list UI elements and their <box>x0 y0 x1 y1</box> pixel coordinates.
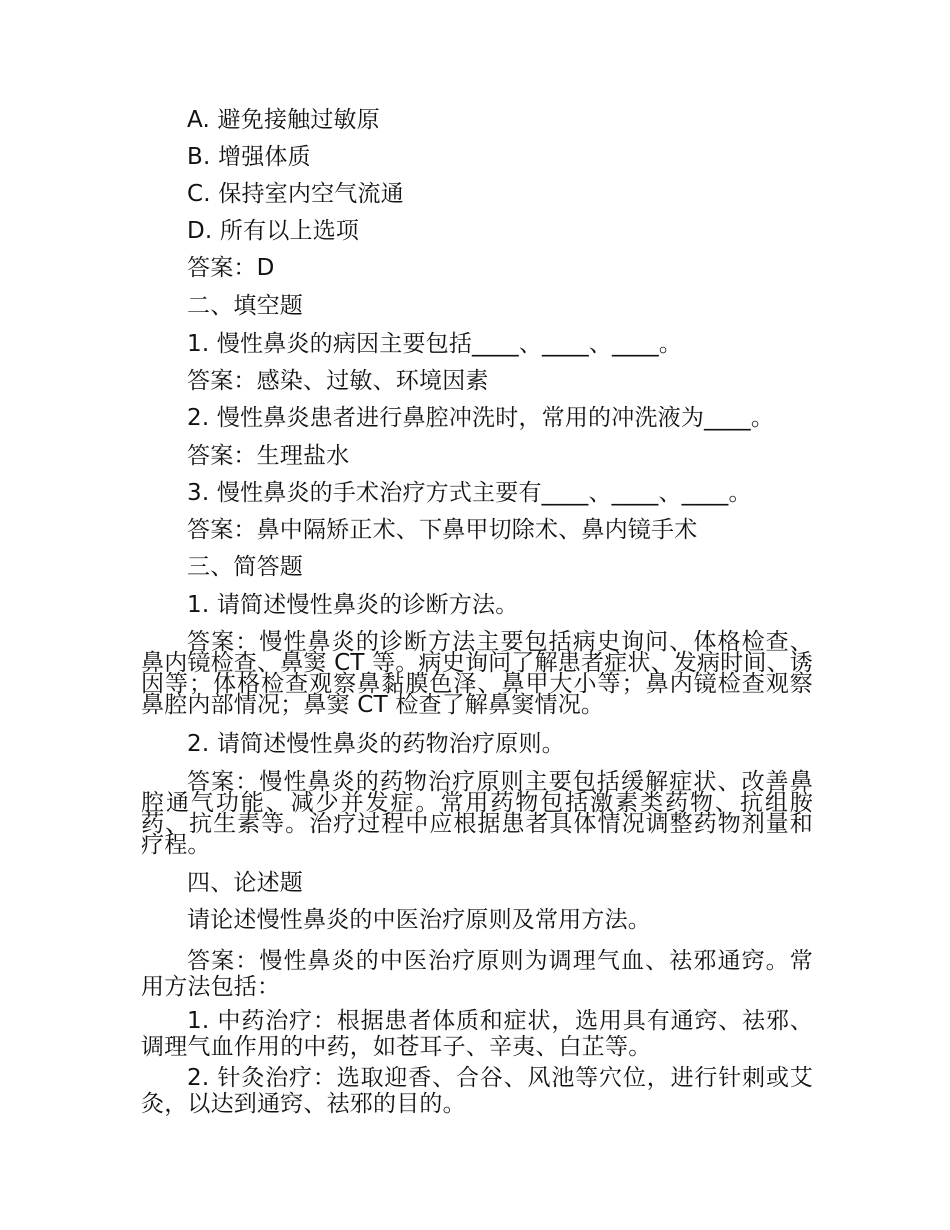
fill-answer-2: 答案：生理盐水 <box>187 443 350 469</box>
option-d: D. 所有以上选项 <box>187 218 360 244</box>
essay-question: 请论述慢性鼻炎的中医治疗原则及常用方法。 <box>187 907 651 933</box>
short-question-1: 1. 请简述慢性鼻炎的诊断方法。 <box>187 592 519 618</box>
essay-method-1: 1. 中药治疗：根据患者体质和症状，选用具有通窍、祛邪、调理气血作用的中药，如苍耳子、辛夷、白芷等。 <box>141 1008 813 1060</box>
section-heading-fill-in: 二、填空题 <box>187 293 303 319</box>
option-a: A. 避免接触过敏原 <box>187 107 380 133</box>
short-question-2: 2. 请简述慢性鼻炎的药物治疗原则。 <box>187 731 565 757</box>
choice-answer: 答案：D <box>187 255 275 281</box>
option-c: C. 保持室内空气流通 <box>187 181 404 207</box>
fill-answer-1: 答案：感染、过敏、环境因素 <box>187 368 489 394</box>
fill-question-2: 2. 慢性鼻炎患者进行鼻腔冲洗时，常用的冲洗液为____。 <box>187 405 775 431</box>
short-answer-2: 答案：慢性鼻炎的药物治疗原则主要包括缓解症状、改善鼻腔通气功能、减少并发症。常用药物包括激素类药物、抗组胺药、抗生素等。治疗过程中应根据患者具体情况调整药物剂量和疗程。 <box>141 769 813 858</box>
section-heading-essay: 四、论述题 <box>187 870 303 896</box>
fill-question-3: 3. 慢性鼻炎的手术治疗方式主要有____、____、____。 <box>187 480 752 506</box>
essay-answer-intro: 答案：慢性鼻炎的中医治疗原则为调理气血、祛邪通窍。常用方法包括： <box>141 948 813 1000</box>
fill-answer-3: 答案：鼻中隔矫正术、下鼻甲切除术、鼻内镜手术 <box>187 517 698 543</box>
fill-question-1: 1. 慢性鼻炎的病因主要包括____、____、____。 <box>187 331 683 357</box>
essay-method-2: 2. 针灸治疗：选取迎香、合谷、风池等穴位，进行针刺或艾灸，以达到通窍、祛邪的目的。 <box>141 1065 813 1117</box>
section-heading-short-answer: 三、简答题 <box>187 554 303 580</box>
short-answer-1: 答案：慢性鼻炎的诊断方法主要包括病史询问、体格检查、鼻内镜检查、鼻窦 CT 等。病史询问了解患者症状、发病时间、诱因等；体格检查观察鼻黏膜色泽、鼻甲大小等；鼻内镜检查观察鼻腔内部情况；鼻窦 CT 检查了解鼻窦情况。 <box>141 629 813 718</box>
option-b: B. 增强体质 <box>187 144 311 170</box>
